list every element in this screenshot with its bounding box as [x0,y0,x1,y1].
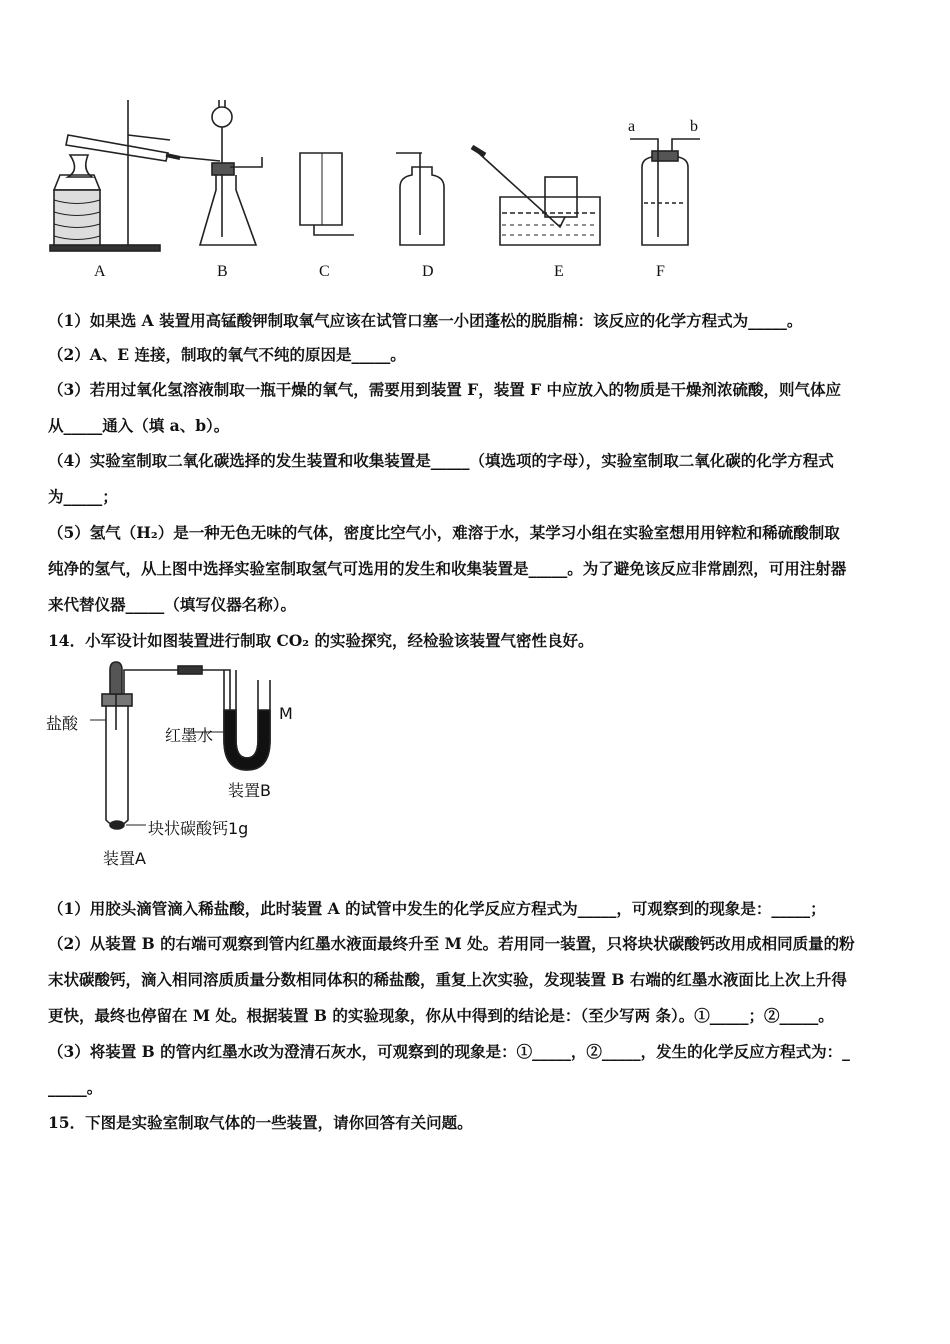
port-a-label: a [628,118,636,135]
q13-line-3: （3）若用过氧化氢溶液制取一瓶干燥的氧气，需要用到装置 F，装置 F 中应放入的物质是干燥剂浓硫酸，则气体应 [48,380,841,399]
q13-line-7: （5）氢气（H₂）是一种无色无味的气体，密度比空气小，难溶于水，某学习小组在实验室想用用锌粒和稀硫酸制取 [48,523,840,542]
q13-line-5: （4）实验室制取二氧化碳选择的发生装置和收集装置是_____（填选项的字母），实验室制取二氧化碳的化学方程式 [48,451,834,470]
q14-line-5: （3）将装置 B 的管内红墨水改为澄清石灰水，可观察到的现象是：①_____，②_____，发生的化学反应方程式为：_ [48,1042,850,1061]
q14-line-6: _____。 [48,1078,103,1097]
apparatus-d-label: D [422,263,434,280]
apparatus-figure [40,95,720,260]
acid-label: 盐酸 [46,714,79,733]
apparatus-c [300,153,354,235]
apparatus-e-label: E [554,263,564,280]
apparatus-c-label: C [319,263,330,280]
q13-line-4: 从_____通入（填 a、b）。 [48,416,230,435]
q13-line-9: 来代替仪器_____（填写仪器名称）。 [48,595,297,614]
q13-line-6: 为_____； [48,487,118,506]
apparatus-b [200,100,262,245]
ink-label: 红墨水 [165,726,214,745]
device-a-label: 装置A [103,849,146,868]
apparatus-d [396,153,444,245]
apparatus-f-label: F [656,263,665,280]
device-b-label: 装置B [228,781,271,800]
apparatus-e [472,147,600,245]
apparatus-b-label: B [217,263,228,280]
q14-line-2: （2）从装置 B 的右端可观察到管内红墨水液面最终升至 M 处。若用同一装置，只将块状碳酸钙改用成相同质量的粉 [48,934,855,953]
q14-line-1: （1）用胶头滴管滴入稀盐酸，此时装置 A 的试管中发生的化学反应方程式为_____，可观察到的现象是：_____； [48,899,826,918]
q13-line-8: 纯净的氢气，从上图中选择实验室制取氢气可选用的发生和收集装置是_____。为了避免该反应非常剧烈，可用注射器 [48,559,847,578]
q14-line-3: 末状碳酸钙，滴入相同溶质质量分数相同体积的稀盐酸，重复上次实验，发现装置 B 右端的红墨水液面比上次上升得 [48,970,847,989]
apparatus-a-label: A [94,263,106,280]
solid-label: 块状碳酸钙1g [148,819,249,838]
apparatus-a [50,100,220,251]
q15-title: 15．下图是实验室制取气体的一些装置，请你回答有关问题。 [48,1113,473,1132]
port-b-label: b [690,118,698,135]
co2-device-figure [90,660,310,840]
q14-title: 14．小军设计如图装置进行制取 CO₂ 的实验探究，经检验该装置气密性良好。 [48,631,594,650]
q14-line-4: 更快，最终也停留在 M 处。根据装置 B 的实验现象，你从中得到的结论是：（至少写两 条）。①_____；②_____。 [48,1006,834,1025]
m-label: M [279,704,293,723]
apparatus-f [630,139,700,245]
q13-line-2: （2）A、E 连接，制取的氧气不纯的原因是_____。 [48,345,406,364]
q13-line-1: （1）如果选 A 装置用高锰酸钾制取氧气应该在试管口塞一小团蓬松的脱脂棉：该反应的化学方程式为_____。 [48,311,803,330]
